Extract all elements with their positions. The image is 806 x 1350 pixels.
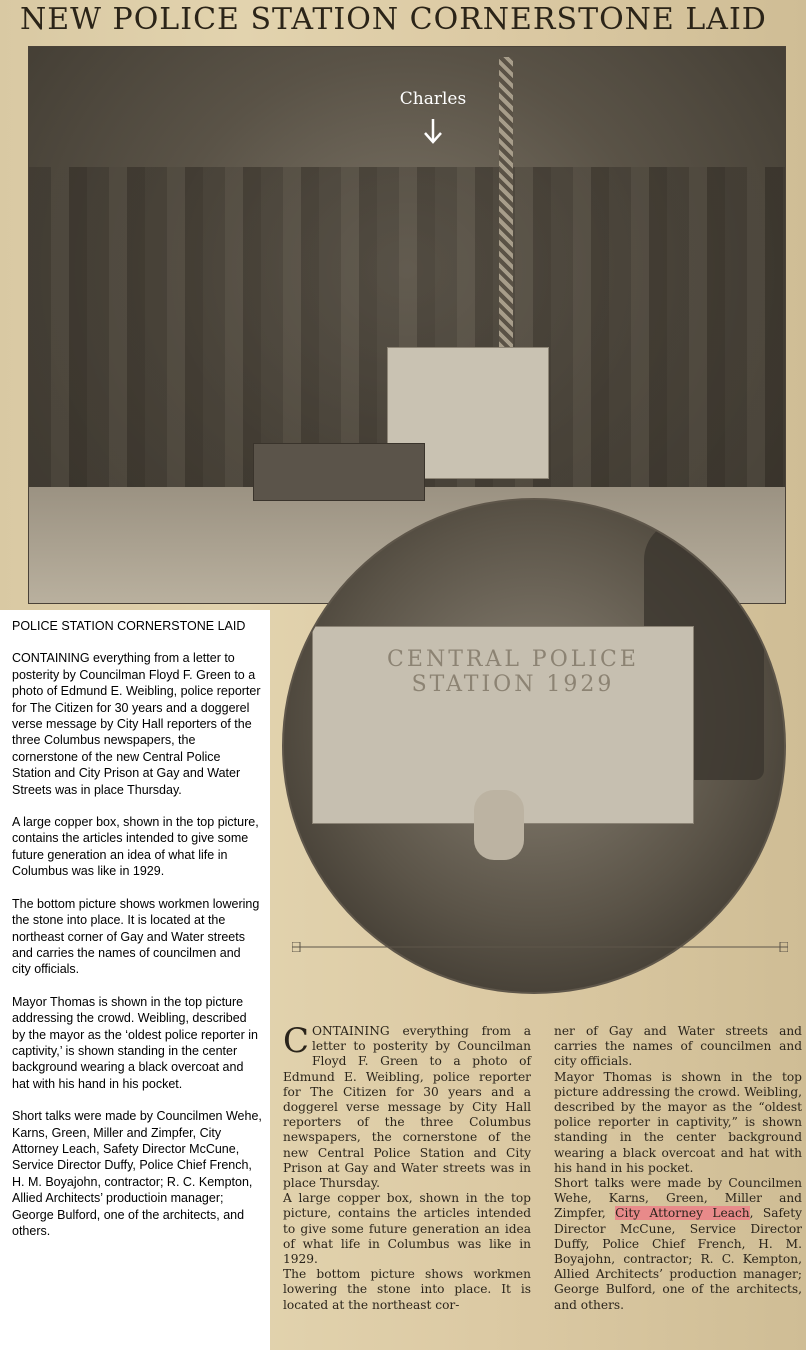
article-text: Short talks were made by Councilmen Wehe, Karns, Green, Miller and Zimpfer,: [554, 1176, 802, 1221]
article-paragraph: A large copper box, shown in the top picture, contains the articles intended to give some future generation an idea of what life in Columbus was like in 1929.: [283, 1191, 531, 1267]
bottom-circular-photo: [282, 498, 786, 994]
workman-hand: [474, 790, 524, 860]
article-paragraph: ner of Gay and Water streets and carries the names of councilmen and city officials.: [554, 1024, 802, 1069]
copper-box: [253, 443, 425, 501]
caption-paragraph: A large copper box, shown in the top picture, contains the articles intended to give some future generation an idea of what life in Columbus was like in 1929.: [12, 815, 259, 879]
down-arrow-icon: [423, 117, 443, 145]
article-paragraph: The bottom picture shows workmen lowering the stone into place. It is located at the northeast cor-: [283, 1267, 531, 1312]
caption-paragraph: CONTAINING everything from a letter to posterity by Councilman Floyd F. Green to a photo of Edmund E. Weibling, police reporter for The Citizen for 30 years and a doggerel verse message by City Hall reporters of the three Columbus newspapers, the cornerstone of the new Central Police Station and City Prison at Gay and Water Streets was in place Thursday.: [12, 651, 261, 797]
caption-panel: [0, 610, 270, 1350]
article-paragraph: ONTAINING everything from a letter to posterity by Councilman Floyd F. Green to a photo of Edmund E. Weibling, police reporter for The Citizen for 30 years and a doggerel verse message by City Hall reporters of the three Columbus newspapers, the cornerstone of the new Central Police Station and City Prison at Gay and Water streets was in place Thursday.: [283, 1024, 531, 1191]
article-paragraph: Mayor Thomas is shown in the top picture addressing the crowd. Weibling, described by the mayor as the “oldest police reporter in captivity,” is shown standing in the center background wearing a black overcoat and hat with his hand in his pocket.: [554, 1069, 802, 1175]
decorative-rule: [292, 942, 788, 952]
caption-title: POLICE STATION CORNERSTONE LAID: [12, 619, 246, 633]
article-column-1: [283, 1021, 531, 1313]
stone-inscription: CENTRAL POLICE STATION 1929: [387, 647, 639, 697]
article-column-2: [554, 1024, 802, 1313]
highlighted-text: City Attorney Leach: [615, 1206, 750, 1221]
photo-label: Charles: [399, 89, 467, 109]
top-photo: [28, 46, 786, 604]
caption-paragraph: Mayor Thomas is shown in the top picture addressing the crowd. Weibling, described by the mayor as the ‘oldest police reporter in captivity,’ is shown standing in the center background wearing a black overcoat and hat with his hand in his pocket.: [12, 994, 258, 1091]
headline: NEW POLICE STATION CORNERSTONE LAID: [20, 2, 767, 37]
caption-paragraph: Short talks were made by Councilmen Wehe, Karns, Green, Miller and Zimpfer, City Attorney Leach, Safety Director McCune, Service Director Duffy, Police Chief French, H. M. Boyajohn, contractor; R. C. Kempton, Allied Architects’ productioin manager; George Bulford, one of the architects, and others.: [12, 1109, 262, 1238]
drop-cap: C: [283, 1021, 310, 1061]
hoist-rope: [499, 57, 513, 347]
article-text: , Safety Director McCune, Service Director Duffy, Police Chief French, H. M. Boyajohn, contractor; R. C. Kempton, Allied Architects’ production manager; George Bulford, one of the architects, and others.: [554, 1206, 802, 1312]
caption-paragraph: The bottom picture shows workmen lowering the stone into place. It is located at the northeast corner of Gay and Water streets and carries the names of councilmen and city officials.: [12, 896, 260, 977]
